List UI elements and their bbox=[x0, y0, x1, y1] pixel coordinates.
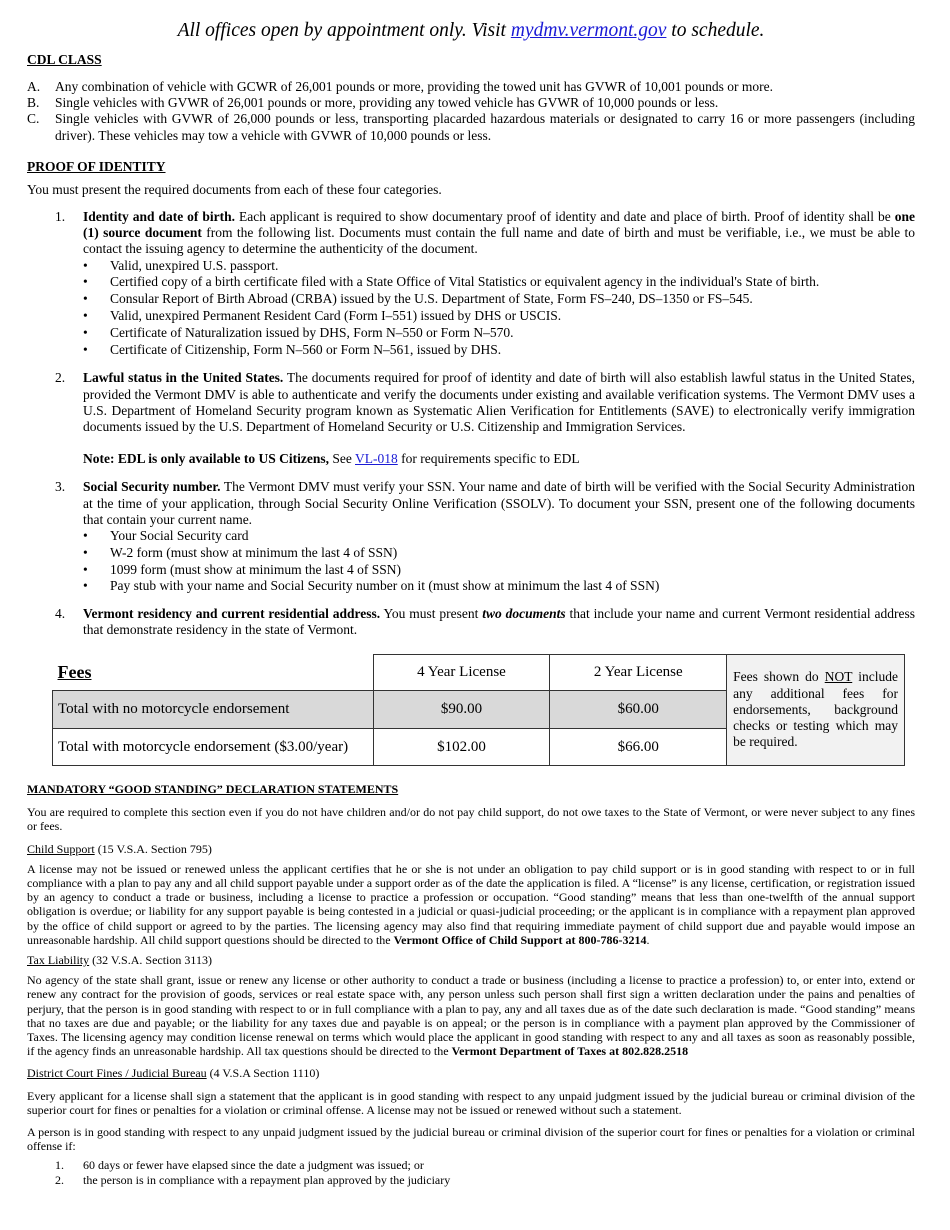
cdl-class-item: A. Any combination of vehicle with GCWR of 26,001 pounds or more, providing the towed unit has GVWR of 10,001 pounds or more. bbox=[27, 79, 774, 94]
proof-intro: You must present the required documents from each of these four categories. bbox=[27, 181, 442, 197]
good-standing-conditions bbox=[27, 1158, 915, 1186]
table-row: Total with motorcycle endorsement ($3.00/year) $102.00 $66.00 bbox=[53, 729, 905, 766]
proof-of-identity-heading: PROOF OF IDENTITY bbox=[27, 158, 166, 174]
good-standing-intro: You are required to complete this section even if you do not have children and/or do not pay child support, do not owe taxes to the State of Vermont, or were never subject to any fines or fees. bbox=[27, 805, 915, 834]
list-item: • Pay stub with your name and Social Security number on it (must show at minimum the last 4 of SSN) bbox=[83, 578, 660, 594]
cdl-class-item: C. Single vehicles with GVWR of 26,000 pounds or less, transporting placarded hazardous materials or designated to carry 16 or more passengers (including driver). These vehicles may tow a vehicle with GVWR of 10,000 pounds or less. bbox=[27, 111, 915, 143]
document-page bbox=[27, 18, 915, 639]
table-row: Total with no motorcycle endorsement $90.00 $60.00 bbox=[53, 691, 905, 729]
tax-liability-text: No agency of the state shall grant, issue or renew any license or other authority to conduct a trade or business (including a license to practice a profession) to, or enter into, extend or renew any contract for the provision of goods, services or real estate space with, any person unless such person shall first sign a written declaration under the pains and penalties of perjury, that the person is in good standing with respect to or in full compliance with a plan to pay, any and all taxes due as of the date such declaration is made. “Good standing” means that no taxes are due and payable; or the liability for any taxes due and payable is on appeal; or the person is in compliance with a payment plan approved by the Commissioner of Taxes. The licensing agency may condition license renewal on terms which would place the applicant in good standing with respect to any and all taxes as soon as reasonably possible, if the agency finds an unreasonable hardship. All tax questions should be directed to the Vermont Department of Taxes at 802.828.2518 bbox=[27, 973, 915, 1059]
fees-heading-cell bbox=[53, 655, 374, 691]
identity-documents-list bbox=[27, 258, 915, 359]
good-standing-section bbox=[27, 782, 915, 1187]
column-header-2yr: 2 Year License bbox=[550, 655, 727, 691]
list-item: • Certificate of Citizenship, Form N–560 or Form N–561, issued by DHS. bbox=[83, 341, 502, 357]
child-support-heading: Child Support (15 V.S.A. Section 795) bbox=[27, 841, 212, 856]
fees-table bbox=[52, 654, 905, 766]
fees-heading: Fees bbox=[57, 661, 92, 682]
cdl-class-list bbox=[27, 79, 915, 144]
court-fines-heading: District Court Fines / Judicial Bureau (4 V.S.A Section 1110) bbox=[27, 1066, 320, 1081]
list-item: • Certified copy of a birth certificate filed with a State Office of Vital Statistics or equivalent agency in the individual's State of birth. bbox=[83, 274, 820, 290]
proof-item-ssn: 3. Social Security number. The Vermont DMV must verify your SSN. Your name and date of birth will be verified with the Social Security Administration at the time of your application, through Social Security Online Verification (SSOLV). To document your SSN, present one of the following documents that contain your current name. bbox=[55, 479, 915, 527]
list-item: • Valid, unexpired U.S. passport. bbox=[83, 257, 279, 273]
list-item: • Your Social Security card bbox=[83, 528, 249, 544]
cdl-class-heading: CDL CLASS bbox=[27, 52, 102, 67]
list-item: • Certificate of Naturalization issued by DHS, Form N–550 or Form N–570. bbox=[83, 324, 514, 340]
list-item: • 1099 form (must show at minimum the last 4 of SSN) bbox=[83, 561, 401, 577]
list-item: • Valid, unexpired Permanent Resident Card (Form I–551) issued by DHS or USCIS. bbox=[83, 308, 562, 324]
child-support-text: A license may not be issued or renewed unless the applicant certifies that he or she is not under an obligation to pay child support or is in good standing with respect to or in full compliance with a plan to pay any and all child support payable under a support order as of the date the application is filed. A “license” is any license, certification, or registration issued by an agency to conduct a trade or business, including a license to practice a profession or occupation. “Good standing” means that less than one-twelfth of the annual support obligation is overdue; or liability for any support payable is being contested in a judicial or quasi-judicial proceeding; or the applicant is in compliance with a repayment plan approved by the office of child support or agreed to by the parties. The licensing agency may also find that requiring immediate payment of child support due and payable would impose an unreasonable hardship. All child support questions should be directed to the Vermont Office of Child Support at 800-786-3214. bbox=[27, 861, 915, 947]
proof-item-identity: 1. Identity and date of birth. Each applicant is required to show documentary proof of identity and date and place of birth. Proof of identity shall be one (1) source document from the following list. Documents must contain the full name and date of birth and must be verifiable, i.e., we must be able to contact the issuing agency to determine the authenticity of the document. bbox=[55, 209, 916, 257]
court-fines-text: Every applicant for a license shall sign a statement that the applicant is in good standing with respect to any unpaid judgment issued by the judicial bureau or criminal division of the superior court for fines or penalties for a violation or criminal offense. A license may not be issued or renewed without such a statement. bbox=[27, 1088, 915, 1117]
good-standing-heading: MANDATORY “GOOD STANDING” DECLARATION STATEMENTS bbox=[27, 782, 399, 796]
list-item: 2. the person is in compliance with a repayment plan approved by the judiciary bbox=[55, 1172, 451, 1187]
list-item: 1. 60 days or fewer have elapsed since the date a judgment was issued; or bbox=[55, 1158, 424, 1173]
proof-item-lawful-status: 2. Lawful status in the United States. The documents required for proof of identity and date of birth will also establish lawful status in the United States, provided the Vermont DMV is able to authenticate and verify the documents under existing and available verification systems. The Vermont DMV uses a U.S. Department of Homeland Security program known as Systematic Alien Verification for Entitlements (SAVE) to electronically verify immigration documents issued by the U.S. Department of Homeland Security or U.S. Citizenship and Immigration Services. bbox=[55, 370, 915, 435]
column-header-4yr: 4 Year License bbox=[373, 655, 550, 691]
mydmv-link[interactable]: mydmv.vermont.gov bbox=[510, 20, 667, 41]
ssn-documents-list bbox=[27, 528, 915, 595]
proof-item-residency: 4. Vermont residency and current residential address. You must present two documents that include your name and current Vermont residential address that demonstrate residency in the state of Vermont. bbox=[55, 606, 915, 638]
vl-018-link[interactable]: VL-018 bbox=[355, 451, 398, 467]
edl-note: Note: EDL is only available to US Citizens, See VL-018 for requirements specific to EDL bbox=[83, 451, 580, 467]
list-item: • Consular Report of Birth Abroad (CRBA) issued by the U.S. Department of State, Form FS–240, DS–1350 or FS–545. bbox=[83, 291, 753, 307]
banner-text: All offices open by appointment only. Visit bbox=[177, 20, 511, 41]
fees-note: Fees shown do NOT include any additional fees for endorsements, background checks or testing which may be required. bbox=[727, 655, 905, 766]
good-standing-definition: A person is in good standing with respect to any unpaid judgment issued by the judicial bureau or criminal division of the superior court for fines or penalties for a violation or criminal offense if: bbox=[27, 1125, 915, 1154]
banner-text-end: to schedule. bbox=[666, 20, 765, 41]
tax-liability-heading: Tax Liability (32 V.S.A. Section 3113) bbox=[27, 953, 212, 968]
appointment-banner bbox=[27, 18, 915, 44]
list-item: • W-2 form (must show at minimum the last 4 of SSN) bbox=[83, 544, 398, 560]
cdl-class-item: B. Single vehicles with GVWR of 26,001 pounds or more, providing any towed vehicle has GVWR of 10,000 pounds or less. bbox=[27, 95, 719, 111]
